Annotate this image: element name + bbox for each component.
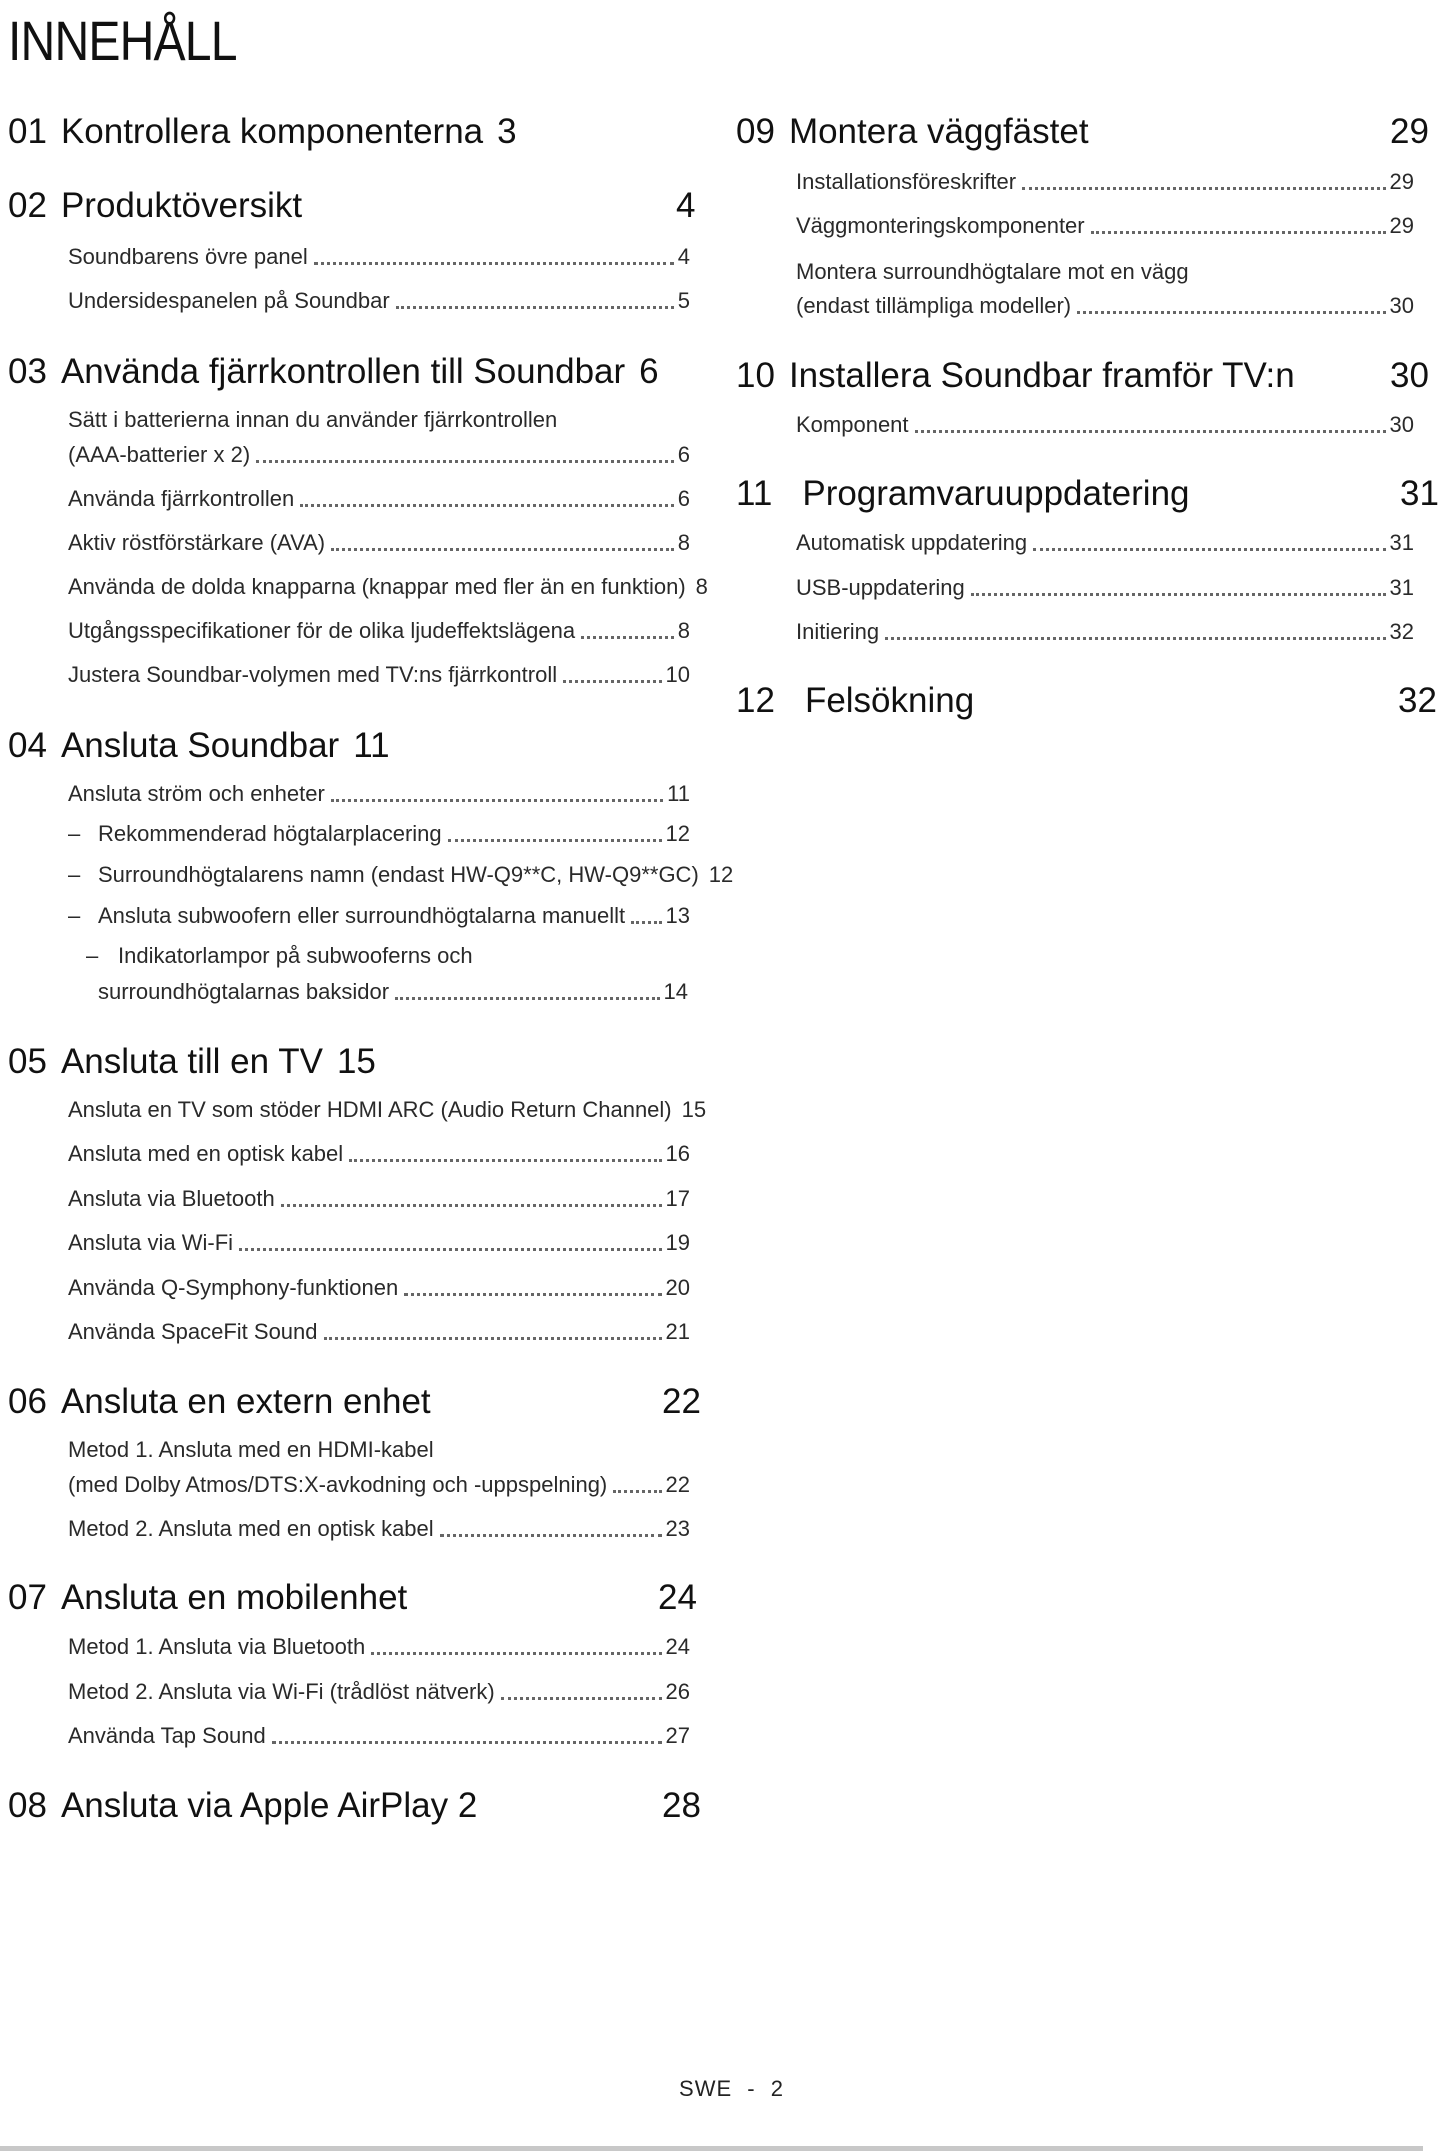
entry-page: 13 [665, 903, 690, 928]
dot-leader [971, 592, 1386, 596]
section-title: Programvaruuppdatering [802, 474, 1190, 513]
section-page: 32 [1398, 681, 1437, 720]
toc-entry[interactable] [68, 1096, 707, 1124]
dot-leader [371, 1651, 661, 1655]
entry-dash: – [68, 862, 81, 887]
section-page: 11 [353, 726, 390, 765]
section-number: 01 [8, 112, 47, 151]
toc-entry[interactable] [68, 1471, 690, 1499]
entry-page: 16 [665, 1141, 690, 1166]
entry-page: 31 [1389, 530, 1414, 555]
toc-entry[interactable] [796, 411, 1414, 439]
entry-page: 19 [665, 1230, 690, 1255]
entry-page: 8 [677, 618, 690, 643]
entry-text: Väggmonteringskomponenter [796, 213, 1085, 238]
section-title: Montera väggfästet [788, 112, 1089, 151]
entry-text: Installationsföreskrifter [796, 169, 1017, 194]
entry-text: Ansluta subwoofern eller surroundhögtalarna manuellt [98, 903, 626, 928]
entry-page: 8 [695, 574, 708, 599]
toc-section-01[interactable] [8, 112, 517, 152]
section-title: Ansluta till en TV [60, 1042, 323, 1081]
dot-leader [272, 1740, 662, 1744]
section-title: Felsökning [804, 681, 975, 720]
toc-entry[interactable] [68, 1318, 690, 1346]
entry-text: Rekommenderad högtalarplacering [98, 821, 442, 846]
entry-text-line1[interactable]: Metod 1. Ansluta med en HDMI-kabel [68, 1437, 434, 1462]
entry-page: 6 [677, 442, 690, 467]
dot-leader [239, 1247, 661, 1251]
entry-page: 32 [1389, 619, 1414, 644]
entry-text-line1[interactable] [86, 942, 473, 970]
entry-text: Använda SpaceFit Sound [68, 1319, 318, 1344]
bottom-rule [0, 2146, 1423, 2151]
entry-text: (med Dolby Atmos/DTS:X-avkodning och -uppspelning) [68, 1472, 608, 1497]
entry-text: Metod 1. Ansluta via Bluetooth [68, 1634, 366, 1659]
section-title: Ansluta Soundbar [60, 726, 340, 765]
toc-section-09[interactable] [736, 112, 1429, 152]
entry-text: Aktiv röstförstärkare (AVA) [68, 530, 326, 555]
footer-separator: - [747, 2076, 756, 2101]
entry-text: Metod 2. Ansluta med en optisk kabel [68, 1516, 434, 1541]
entry-text: Använda Tap Sound [68, 1723, 266, 1748]
dot-leader [396, 305, 674, 309]
dot-leader [885, 636, 1385, 640]
toc-section-04[interactable] [8, 726, 390, 766]
section-page: 3 [497, 112, 517, 151]
dot-leader [1022, 186, 1385, 190]
entry-text: Använda fjärrkontrollen [68, 486, 295, 511]
entry-page: 6 [677, 486, 690, 511]
entry-page: 26 [665, 1679, 690, 1704]
section-page: 15 [336, 1042, 376, 1081]
section-number: 02 [8, 186, 47, 225]
section-page: 28 [662, 1786, 701, 1825]
toc-entry[interactable] [68, 529, 690, 557]
dot-leader [331, 798, 663, 802]
section-number: 07 [8, 1578, 47, 1617]
page-number: 2 [770, 2076, 784, 2101]
entry-page: 14 [663, 979, 688, 1004]
toc-section-12[interactable] [736, 681, 1437, 721]
entry-page: 17 [665, 1186, 690, 1211]
entry-text: Undersidespanelen på Soundbar [68, 288, 390, 313]
entry-page: 11 [667, 781, 690, 806]
toc-entry[interactable] [68, 780, 690, 808]
entry-page: 29 [1389, 169, 1414, 194]
dot-leader [440, 1533, 662, 1537]
page-title: INNEHÅLL [8, 9, 237, 72]
section-title: Ansluta en extern enhet [60, 1382, 431, 1421]
dot-leader [281, 1203, 662, 1207]
entry-page: 12 [665, 821, 690, 846]
entry-dash: – [68, 821, 81, 846]
entry-text-line1[interactable]: Montera surroundhögtalare mot en vägg [796, 259, 1189, 284]
entry-page: 30 [1389, 293, 1414, 318]
dot-leader [300, 503, 674, 507]
toc-entry[interactable] [68, 1140, 690, 1168]
toc-section-07[interactable] [8, 1578, 697, 1618]
entry-text: Använda Q-Symphony-funktionen [68, 1275, 399, 1300]
entry-text-line1[interactable]: Sätt i batterierna innan du använder fjärrkontrollen [68, 407, 558, 432]
section-page: 6 [639, 352, 659, 391]
toc-entry[interactable] [98, 978, 688, 1006]
entry-text: Automatisk uppdatering [796, 530, 1028, 555]
entry-text: USB-uppdatering [796, 575, 965, 600]
toc-entry[interactable] [68, 441, 690, 469]
dot-leader [256, 459, 674, 463]
dot-leader [314, 261, 674, 265]
dot-leader [349, 1158, 661, 1162]
toc-entry[interactable] [68, 1633, 690, 1661]
entry-page: 23 [665, 1516, 690, 1541]
entry-page: 21 [665, 1319, 690, 1344]
entry-text: Ansluta en TV som stöder HDMI ARC (Audio Return Channel) [68, 1097, 672, 1122]
dot-leader [1077, 310, 1385, 314]
dot-leader [631, 920, 661, 924]
toc-entry[interactable] [68, 1274, 690, 1302]
entry-page: 27 [665, 1723, 690, 1748]
section-title: Produktöversikt [60, 186, 303, 225]
entry-text: (endast tillämpliga modeller) [796, 293, 1072, 318]
section-page: 31 [1400, 474, 1439, 513]
toc-entry[interactable] [68, 661, 690, 689]
dot-leader [404, 1292, 661, 1296]
dot-leader [395, 996, 659, 1000]
toc-section-03[interactable] [8, 352, 659, 392]
toc-entry[interactable] [68, 902, 690, 930]
dot-leader [331, 547, 674, 551]
entry-text: Soundbarens övre panel [68, 244, 308, 269]
dot-leader [324, 1336, 662, 1340]
entry-page: 20 [665, 1275, 690, 1300]
dot-leader [1091, 230, 1386, 234]
entry-text: Ansluta ström och enheter [68, 781, 325, 806]
section-title: Ansluta en mobilenhet [60, 1578, 408, 1617]
section-number: 05 [8, 1042, 47, 1081]
entry-text: Indikatorlampor på subwooferns och [118, 943, 473, 968]
entry-text: Initiering [796, 619, 880, 644]
section-number: 11 [736, 474, 773, 513]
entry-dash: – [86, 943, 99, 968]
entry-page: 12 [708, 862, 734, 887]
toc-entry[interactable] [68, 573, 708, 601]
entry-text: Ansluta med en optisk kabel [68, 1141, 344, 1166]
dot-leader [1033, 547, 1385, 551]
toc-entry[interactable] [68, 820, 690, 848]
section-page: 22 [662, 1382, 701, 1421]
section-number: 06 [8, 1382, 47, 1421]
entry-text: Justera Soundbar-volymen med TV:ns fjärrkontroll [68, 662, 558, 687]
section-page: 4 [676, 186, 696, 225]
dot-leader [613, 1489, 661, 1493]
entry-page: 8 [677, 530, 690, 555]
dot-leader [915, 429, 1386, 433]
toc-entry[interactable] [796, 529, 1414, 557]
toc-section-02[interactable] [8, 186, 696, 226]
page-footer [0, 2076, 1423, 2102]
section-title: Kontrollera komponenterna [60, 112, 484, 151]
toc-entry[interactable] [796, 574, 1414, 602]
entry-page: 31 [1389, 575, 1414, 600]
entry-page: 15 [681, 1097, 707, 1122]
footer-label: SWE [679, 2076, 733, 2101]
entry-text: Ansluta via Bluetooth [68, 1186, 275, 1211]
entry-page: 22 [665, 1472, 690, 1497]
toc-entry[interactable] [68, 1722, 690, 1750]
section-title: Använda fjärrkontrollen till Soundbar [60, 352, 626, 391]
toc-entry[interactable] [796, 212, 1414, 240]
toc-entry[interactable] [68, 861, 734, 889]
section-number: 03 [8, 352, 47, 391]
section-number: 09 [736, 112, 775, 151]
entry-dash: – [68, 903, 81, 928]
dot-leader [448, 838, 662, 842]
toc-entry[interactable] [796, 292, 1414, 320]
toc-section-10[interactable] [736, 356, 1429, 396]
toc-entry[interactable] [796, 168, 1414, 196]
toc-entry[interactable] [68, 617, 690, 645]
section-number: 12 [736, 681, 775, 720]
entry-text: Använda de dolda knapparna (knappar med fler än en funktion) [68, 574, 686, 599]
dot-leader [581, 635, 674, 639]
entry-text: (AAA-batterier x 2) [68, 442, 251, 467]
toc-section-11[interactable] [736, 474, 1439, 514]
toc-section-08[interactable] [8, 1786, 701, 1826]
entry-page: 30 [1389, 412, 1414, 437]
section-title: Installera Soundbar framför TV:n [788, 356, 1295, 395]
section-page: 29 [1390, 112, 1429, 151]
toc-entry[interactable] [68, 243, 690, 271]
entry-text: Komponent [796, 412, 909, 437]
toc-section-06[interactable] [8, 1382, 701, 1422]
entry-text: surroundhögtalarnas baksidor [98, 979, 390, 1004]
toc-entry[interactable] [68, 1185, 690, 1213]
toc-entry[interactable] [68, 1229, 690, 1257]
toc-entry[interactable] [68, 1515, 690, 1543]
toc-entry[interactable] [68, 485, 690, 513]
dot-leader [501, 1696, 662, 1700]
section-number: 08 [8, 1786, 47, 1825]
section-number: 04 [8, 726, 47, 765]
section-page: 30 [1390, 356, 1429, 395]
entry-text: Surroundhögtalarens namn (endast HW-Q9**C, HW-Q9**GC) [98, 862, 699, 887]
entry-page: 4 [677, 244, 690, 269]
entry-text: Utgångsspecifikationer för de olika ljudeffektslägena [68, 618, 576, 643]
entry-page: 29 [1389, 213, 1414, 238]
section-title: Ansluta via Apple AirPlay 2 [60, 1786, 478, 1825]
toc-entry[interactable] [796, 618, 1414, 646]
section-page: 24 [658, 1578, 697, 1617]
toc-section-05[interactable] [8, 1042, 376, 1082]
entry-page: 24 [665, 1634, 690, 1659]
section-number: 10 [736, 356, 775, 395]
dot-leader [563, 679, 661, 683]
toc-entry[interactable] [68, 1678, 690, 1706]
toc-entry[interactable] [68, 287, 690, 315]
entry-page: 10 [665, 662, 690, 687]
entry-page: 5 [677, 288, 690, 313]
entry-text: Ansluta via Wi-Fi [68, 1230, 234, 1255]
entry-text: Metod 2. Ansluta via Wi-Fi (trådlöst nätverk) [68, 1679, 495, 1704]
